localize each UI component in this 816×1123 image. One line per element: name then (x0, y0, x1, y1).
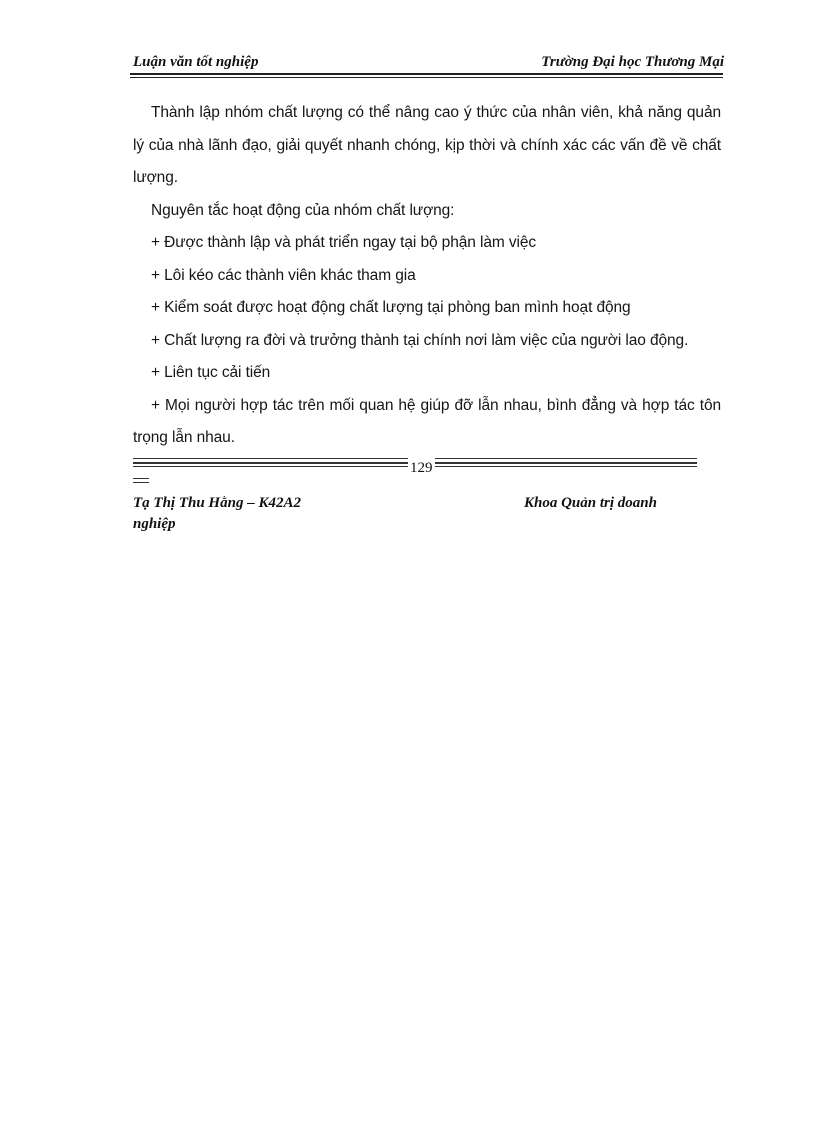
list-item: + Được thành lập và phát triển ngay tại bộ phận làm việc (151, 234, 537, 251)
paragraph-principles-heading: Nguyên tắc hoạt động của nhóm chất lượng: (151, 201, 455, 219)
footer-author: Tạ Thị Thu Hằng – K42A2 (133, 495, 301, 511)
footer-department: Khoa Quản trị doanh (524, 495, 657, 511)
list-item: + Mọi người hợp tác trên mối quan hệ giúp đỡ lẫn nhau, bình đẳng và hợp tác tôn trọng lẫn nhau. (133, 396, 721, 446)
paragraph-intro: Thành lập nhóm chất lượng có thể nâng cao ý thức của nhân viên, khả năng quản lý của nhà lãnh đạo, giải quyết nhanh chóng, kịp thời và chính xác các vấn đề về chất lượng. (133, 104, 721, 186)
header-rule-thin (130, 77, 723, 78)
page-number: 129 (410, 460, 433, 476)
body-text (133, 97, 721, 455)
list-item: + Kiểm soát được hoạt động chất lượng tại phòng ban mình hoạt động (151, 299, 631, 316)
header-thesis-title: Luận văn tốt nghiệp (133, 54, 259, 70)
list-item: + Liên tục cải tiến (151, 364, 271, 381)
footer-mark (133, 478, 149, 486)
list-item: + Lôi kéo các thành viên khác tham gia (151, 266, 416, 284)
footer-department-continued: nghiệp (133, 516, 176, 532)
header-university-name: Trường Đại học Thương Mại (541, 54, 724, 70)
header-rule (130, 73, 723, 75)
list-item: + Chất lượng ra đời và trưởng thành tại chính nơi làm việc của người lao động. (151, 331, 689, 349)
